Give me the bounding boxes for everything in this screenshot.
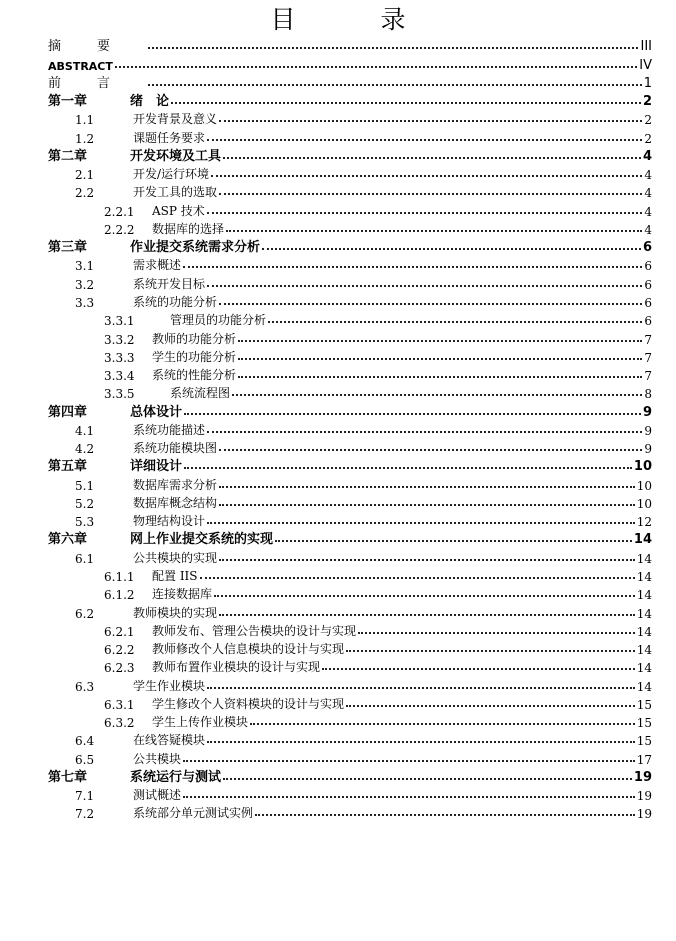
toc-entry-page-number: 10 bbox=[633, 459, 652, 475]
toc-entry-label bbox=[104, 713, 248, 730]
toc-entry-number: 1.1 bbox=[75, 113, 95, 128]
toc-entry-label bbox=[75, 750, 181, 767]
toc-entry[interactable] bbox=[0, 255, 676, 273]
toc-entry-page-number: 2 bbox=[642, 94, 652, 110]
toc-entry-page-number: 14 bbox=[636, 588, 652, 603]
toc-entry-number: 6.3.1 bbox=[104, 697, 135, 712]
toc-entry[interactable] bbox=[0, 91, 676, 109]
toc-entry-label bbox=[104, 348, 236, 365]
dot-leader bbox=[219, 486, 635, 488]
dot-leader bbox=[219, 504, 635, 506]
toc-entry-page-number: 6 bbox=[644, 277, 652, 292]
toc-entry-label bbox=[48, 90, 169, 109]
toc-entry-label bbox=[48, 145, 221, 164]
toc-entry[interactable] bbox=[0, 712, 676, 730]
toc-entry-title: 数据库的选择 bbox=[152, 221, 225, 236]
toc-entry-number: 5.1 bbox=[75, 478, 95, 493]
toc-entry-label bbox=[75, 494, 217, 511]
dot-leader bbox=[223, 157, 641, 159]
toc-entry[interactable] bbox=[0, 438, 676, 456]
toc-entry-number: 2.2 bbox=[75, 186, 95, 201]
toc-entry-title: 在线答疑模块 bbox=[133, 733, 206, 748]
dot-leader bbox=[211, 175, 642, 177]
toc-entry-number: 4.1 bbox=[75, 423, 95, 438]
toc-entry-number: 6.2.2 bbox=[104, 643, 135, 658]
toc-entry[interactable] bbox=[0, 657, 676, 675]
dot-leader bbox=[184, 413, 641, 415]
toc-entry-number: 7.1 bbox=[75, 789, 95, 804]
toc-entry-number: 6.1.2 bbox=[104, 588, 135, 603]
toc-entry-title: 详细设计 bbox=[130, 459, 183, 475]
toc-entry[interactable] bbox=[0, 474, 676, 492]
toc-entry-label bbox=[104, 640, 344, 657]
toc-entry-title: 开发环境及工具 bbox=[130, 148, 222, 164]
toc-entry[interactable] bbox=[0, 639, 676, 657]
toc-entry-title: 系统开发目标 bbox=[133, 276, 206, 291]
dot-leader bbox=[250, 723, 635, 725]
toc-entry[interactable] bbox=[0, 328, 676, 346]
dot-leader bbox=[238, 358, 642, 360]
toc-entry-page-number: 14 bbox=[636, 661, 652, 676]
dot-leader bbox=[207, 741, 635, 743]
toc-entry-number: 5.2 bbox=[75, 496, 95, 511]
toc-entry-page-number: 9 bbox=[644, 423, 652, 438]
dot-leader bbox=[219, 193, 642, 195]
dot-leader bbox=[207, 687, 635, 689]
toc-entry-page-number: 2 bbox=[644, 131, 652, 146]
toc-entry-title: 配置 IIS bbox=[152, 568, 198, 583]
toc-entry-label bbox=[48, 236, 260, 255]
toc-entry-page-number: 1 bbox=[643, 75, 652, 91]
toc-entry-page-number: 15 bbox=[636, 716, 652, 731]
toc-entry-page-number: 2 bbox=[644, 113, 652, 128]
toc-entry-number: 3.3.2 bbox=[104, 332, 135, 347]
toc-entry[interactable] bbox=[0, 310, 676, 328]
toc-entry-number: 第六章 bbox=[48, 532, 88, 548]
toc-entry-title: 课题任务要求 bbox=[133, 130, 206, 145]
dot-leader bbox=[255, 814, 635, 816]
toc-entry-number: 5.3 bbox=[75, 515, 95, 530]
toc-entry-page-number: 17 bbox=[636, 752, 652, 767]
toc-entry-number: 6.2.1 bbox=[104, 624, 135, 639]
toc-entry-label bbox=[48, 401, 182, 420]
toc-entry-title: 学生修改个人资料模块的设计与实现 bbox=[152, 696, 345, 711]
dot-leader bbox=[207, 139, 642, 141]
toc-entry[interactable] bbox=[0, 401, 676, 419]
toc-entry-page-number: 19 bbox=[636, 807, 652, 822]
toc-entry-page-number: 4 bbox=[644, 204, 652, 219]
toc-entry[interactable] bbox=[0, 785, 676, 803]
dot-leader bbox=[207, 431, 642, 433]
toc-entry-title: 物理结构设计 bbox=[133, 514, 206, 529]
toc-entry-page-number: 14 bbox=[636, 606, 652, 621]
dot-leader bbox=[219, 449, 642, 451]
dot-leader bbox=[219, 614, 635, 616]
toc-entry-number: 6.4 bbox=[75, 734, 95, 749]
toc-entry-page-number: 8 bbox=[644, 387, 652, 402]
toc-entry-title: 数据库需求分析 bbox=[133, 477, 218, 492]
toc-entry-page-number: 19 bbox=[636, 789, 652, 804]
toc-entry[interactable] bbox=[0, 164, 676, 182]
toc-entry-label bbox=[75, 512, 205, 529]
page-title: 目 录 bbox=[270, 5, 436, 34]
dot-leader bbox=[115, 66, 637, 68]
toc-entry-page-number: 6 bbox=[644, 314, 652, 329]
toc-entry-label bbox=[48, 35, 146, 54]
toc-entry[interactable] bbox=[0, 493, 676, 511]
toc-entry[interactable] bbox=[0, 347, 676, 365]
toc-entry[interactable] bbox=[0, 383, 676, 401]
toc-entry-number: 6.1.1 bbox=[104, 569, 135, 584]
dot-leader bbox=[219, 120, 642, 122]
toc-entry-number: 6.1 bbox=[75, 551, 95, 566]
toc-entry-page-number: 4 bbox=[642, 148, 652, 164]
toc-entry-page-number: 10 bbox=[636, 496, 652, 511]
toc-entry-title: 连接数据库 bbox=[152, 587, 213, 602]
toc-entry-title: 教师修改个人信息模块的设计与实现 bbox=[152, 642, 345, 657]
toc-entry-page-number: 7 bbox=[644, 369, 652, 384]
dot-leader bbox=[223, 778, 632, 780]
toc-entry[interactable] bbox=[0, 547, 676, 565]
toc-entry-label bbox=[48, 72, 146, 91]
toc-entry[interactable] bbox=[0, 767, 676, 785]
toc-entry[interactable] bbox=[0, 803, 676, 821]
toc-entry-page-number: 15 bbox=[636, 697, 652, 712]
dot-leader bbox=[207, 212, 643, 214]
toc-entry-title: 测试概述 bbox=[133, 788, 182, 803]
dot-leader bbox=[214, 595, 635, 597]
toc-entry-page-number: IV bbox=[639, 57, 652, 73]
dot-leader bbox=[226, 230, 642, 232]
toc-entry-number: 6.3 bbox=[75, 679, 95, 694]
toc-entry-number: 1.2 bbox=[75, 131, 95, 146]
toc-entry-title: ASP 技术 bbox=[152, 203, 205, 218]
toc-entry[interactable] bbox=[0, 456, 676, 474]
toc-entry-number: 3.2 bbox=[75, 277, 95, 292]
toc-entry-page-number: 4 bbox=[644, 168, 652, 183]
toc-entry-number: 第四章 bbox=[48, 404, 88, 420]
toc-entry-label bbox=[75, 256, 181, 273]
toc-entry-number: 4.2 bbox=[75, 442, 95, 457]
table-of-contents bbox=[0, 36, 676, 821]
dot-leader bbox=[262, 248, 641, 250]
toc-entry-page-number: 14 bbox=[633, 532, 652, 548]
toc-entry-label bbox=[75, 804, 253, 821]
dot-leader bbox=[171, 102, 641, 104]
toc-entry-title: 公共模块的实现 bbox=[133, 550, 218, 565]
toc-entry[interactable] bbox=[0, 420, 676, 438]
toc-entry-number: 第三章 bbox=[48, 240, 88, 256]
toc-entry-page-number: 14 bbox=[636, 624, 652, 639]
toc-entry-label bbox=[75, 677, 205, 694]
toc-entry-number: 第五章 bbox=[48, 459, 88, 475]
toc-entry-page-number: III bbox=[640, 39, 652, 55]
toc-entry[interactable] bbox=[0, 602, 676, 620]
toc-entry-title: 开发工具的选取 bbox=[133, 185, 218, 200]
toc-entry-title: 学生上传作业模块 bbox=[152, 715, 249, 730]
toc-entry-title: 系统功能模块图 bbox=[133, 441, 218, 456]
toc-entry-number: 6.2.3 bbox=[104, 661, 135, 676]
toc-entry-label bbox=[104, 695, 344, 712]
dot-leader bbox=[207, 522, 635, 524]
toc-entry[interactable] bbox=[0, 292, 676, 310]
toc-entry-page-number: 7 bbox=[644, 350, 652, 365]
dot-leader bbox=[346, 705, 635, 707]
toc-entry-title: ABSTRACT bbox=[48, 59, 113, 73]
toc-entry-page-number: 4 bbox=[644, 222, 652, 237]
toc-entry-page-number: 14 bbox=[636, 643, 652, 658]
toc-entry-title: 系统的功能分析 bbox=[133, 294, 218, 309]
toc-entry-label bbox=[104, 330, 236, 347]
toc-entry-number: 2.2.1 bbox=[104, 204, 135, 219]
toc-entry-label bbox=[104, 622, 356, 639]
toc-entry-page-number: 6 bbox=[644, 295, 652, 310]
toc-entry[interactable] bbox=[0, 127, 676, 145]
toc-entry-label bbox=[48, 766, 221, 785]
toc-entry-label bbox=[104, 202, 205, 219]
toc-entry-page-number: 15 bbox=[636, 734, 652, 749]
dot-leader bbox=[358, 632, 635, 634]
toc-entry-label bbox=[75, 476, 217, 493]
toc-entry[interactable] bbox=[0, 237, 676, 255]
toc-entry-number: 6.2 bbox=[75, 606, 95, 621]
toc-entry-label bbox=[75, 604, 217, 621]
toc-entry-number: 第一章 bbox=[48, 94, 88, 110]
toc-entry-title: 教师的功能分析 bbox=[152, 331, 237, 346]
toc-entry-label bbox=[104, 384, 230, 401]
toc-entry[interactable] bbox=[0, 730, 676, 748]
toc-entry[interactable] bbox=[0, 365, 676, 383]
toc-entry-number: 2.2.2 bbox=[104, 222, 135, 237]
dot-leader bbox=[148, 47, 638, 49]
toc-entry-label bbox=[75, 439, 217, 456]
toc-entry-title: 系统流程图 bbox=[170, 386, 231, 401]
dot-leader bbox=[275, 540, 632, 542]
toc-entry[interactable] bbox=[0, 273, 676, 291]
toc-entry-title: 学生作业模块 bbox=[133, 678, 206, 693]
toc-entry[interactable] bbox=[0, 36, 676, 54]
toc-entry-number: 3.3.3 bbox=[104, 350, 135, 365]
toc-entry-page-number: 19 bbox=[633, 769, 652, 785]
dot-leader bbox=[232, 394, 642, 396]
dot-leader bbox=[184, 467, 632, 469]
toc-entry-label bbox=[104, 366, 236, 383]
dot-leader bbox=[346, 650, 635, 652]
toc-entry[interactable] bbox=[0, 511, 676, 529]
toc-entry-label bbox=[104, 567, 198, 584]
toc-entry[interactable] bbox=[0, 529, 676, 547]
toc-entry-label bbox=[75, 165, 209, 182]
dot-leader bbox=[207, 285, 642, 287]
toc-entry-number: 3.3.5 bbox=[104, 387, 135, 402]
toc-entry-title: 教师模块的实现 bbox=[133, 605, 218, 620]
toc-entry[interactable] bbox=[0, 146, 676, 164]
toc-entry[interactable] bbox=[0, 675, 676, 693]
toc-entry[interactable] bbox=[0, 73, 676, 91]
toc-entry-page-number: 12 bbox=[636, 515, 652, 530]
toc-entry-number: 3.3.1 bbox=[104, 314, 135, 329]
toc-entry-title: 开发背景及意义 bbox=[133, 112, 218, 127]
toc-entry-number: 6.5 bbox=[75, 752, 95, 767]
toc-entry-number: 第七章 bbox=[48, 769, 88, 785]
toc-entry-title: 总体设计 bbox=[130, 404, 183, 420]
toc-entry-title: 数据库概念结构 bbox=[133, 495, 218, 510]
toc-entry-title: 系统的性能分析 bbox=[152, 368, 237, 383]
toc-entry-title: 前言 bbox=[48, 75, 147, 91]
toc-entry-title: 开发/运行环境 bbox=[133, 167, 210, 182]
toc-entry-title: 绪 论 bbox=[130, 94, 170, 110]
toc-entry-number: 2.1 bbox=[75, 168, 95, 183]
toc-entry-number: 3.1 bbox=[75, 259, 95, 274]
toc-entry-label bbox=[75, 786, 181, 803]
dot-leader bbox=[268, 321, 642, 323]
toc-entry-number: 3.3 bbox=[75, 295, 95, 310]
toc-entry-number: 6.3.2 bbox=[104, 716, 135, 731]
toc-entry-title: 系统功能描述 bbox=[133, 422, 206, 437]
toc-entry-title: 管理员的功能分析 bbox=[170, 313, 267, 328]
toc-entry-page-number: 14 bbox=[636, 551, 652, 566]
dot-leader bbox=[219, 559, 635, 561]
toc-entry-label bbox=[75, 549, 217, 566]
toc-entry-page-number: 14 bbox=[636, 569, 652, 584]
dot-leader bbox=[238, 340, 642, 342]
dot-leader bbox=[238, 376, 642, 378]
toc-entry[interactable] bbox=[0, 200, 676, 218]
toc-entry-label bbox=[104, 311, 266, 328]
dot-leader bbox=[183, 266, 642, 268]
toc-entry-label bbox=[48, 455, 182, 474]
dot-leader bbox=[200, 577, 635, 579]
toc-entry-title: 摘要 bbox=[48, 39, 147, 55]
toc-entry-page-number: 6 bbox=[644, 259, 652, 274]
toc-entry-label bbox=[75, 421, 205, 438]
toc-entry-number: 第二章 bbox=[48, 148, 88, 164]
toc-entry-number: 7.2 bbox=[75, 807, 95, 822]
toc-entry-title: 作业提交系统需求分析 bbox=[130, 240, 261, 256]
dot-leader bbox=[148, 84, 642, 86]
toc-entry[interactable] bbox=[0, 748, 676, 766]
toc-entry-page-number: 4 bbox=[644, 186, 652, 201]
dot-leader bbox=[183, 796, 635, 798]
toc-entry-label bbox=[104, 220, 224, 237]
dot-leader bbox=[219, 303, 642, 305]
toc-entry-title: 公共模块 bbox=[133, 751, 182, 766]
toc-entry-page-number: 10 bbox=[636, 478, 652, 493]
toc-entry-title: 教师发布、管理公告模块的设计与实现 bbox=[152, 623, 357, 638]
dot-leader bbox=[183, 760, 635, 762]
toc-entry[interactable] bbox=[0, 694, 676, 712]
toc-entry-title: 需求概述 bbox=[133, 258, 182, 273]
toc-entry-label bbox=[104, 658, 320, 675]
toc-entry-title: 系统部分单元测试实例 bbox=[133, 806, 254, 821]
toc-entry-label bbox=[48, 60, 113, 73]
toc-entry-page-number: 9 bbox=[642, 404, 652, 420]
toc-entry-label bbox=[75, 293, 217, 310]
toc-entry[interactable] bbox=[0, 109, 676, 127]
dot-leader bbox=[322, 668, 635, 670]
toc-entry-label bbox=[48, 528, 273, 547]
toc-entry-page-number: 6 bbox=[642, 240, 652, 256]
toc-entry[interactable] bbox=[0, 621, 676, 639]
toc-entry[interactable] bbox=[0, 566, 676, 584]
toc-entry[interactable] bbox=[0, 54, 676, 72]
toc-entry-title: 学生的功能分析 bbox=[152, 349, 237, 364]
toc-entry-label bbox=[75, 129, 205, 146]
toc-entry-number: 3.3.4 bbox=[104, 369, 135, 384]
toc-entry-page-number: 9 bbox=[644, 442, 652, 457]
toc-entry-label bbox=[75, 731, 205, 748]
toc-entry[interactable] bbox=[0, 219, 676, 237]
toc-entry[interactable] bbox=[0, 182, 676, 200]
toc-entry-label bbox=[75, 183, 217, 200]
toc-entry-label bbox=[104, 585, 212, 602]
toc-entry-title: 系统运行与测试 bbox=[130, 769, 222, 785]
toc-entry-label bbox=[75, 275, 205, 292]
toc-entry-page-number: 14 bbox=[636, 679, 652, 694]
toc-entry-title: 教师布置作业模块的设计与实现 bbox=[152, 660, 321, 675]
toc-entry[interactable] bbox=[0, 584, 676, 602]
toc-entry-page-number: 7 bbox=[644, 332, 652, 347]
toc-entry-label bbox=[75, 110, 217, 127]
toc-entry-title: 网上作业提交系统的实现 bbox=[130, 532, 274, 548]
